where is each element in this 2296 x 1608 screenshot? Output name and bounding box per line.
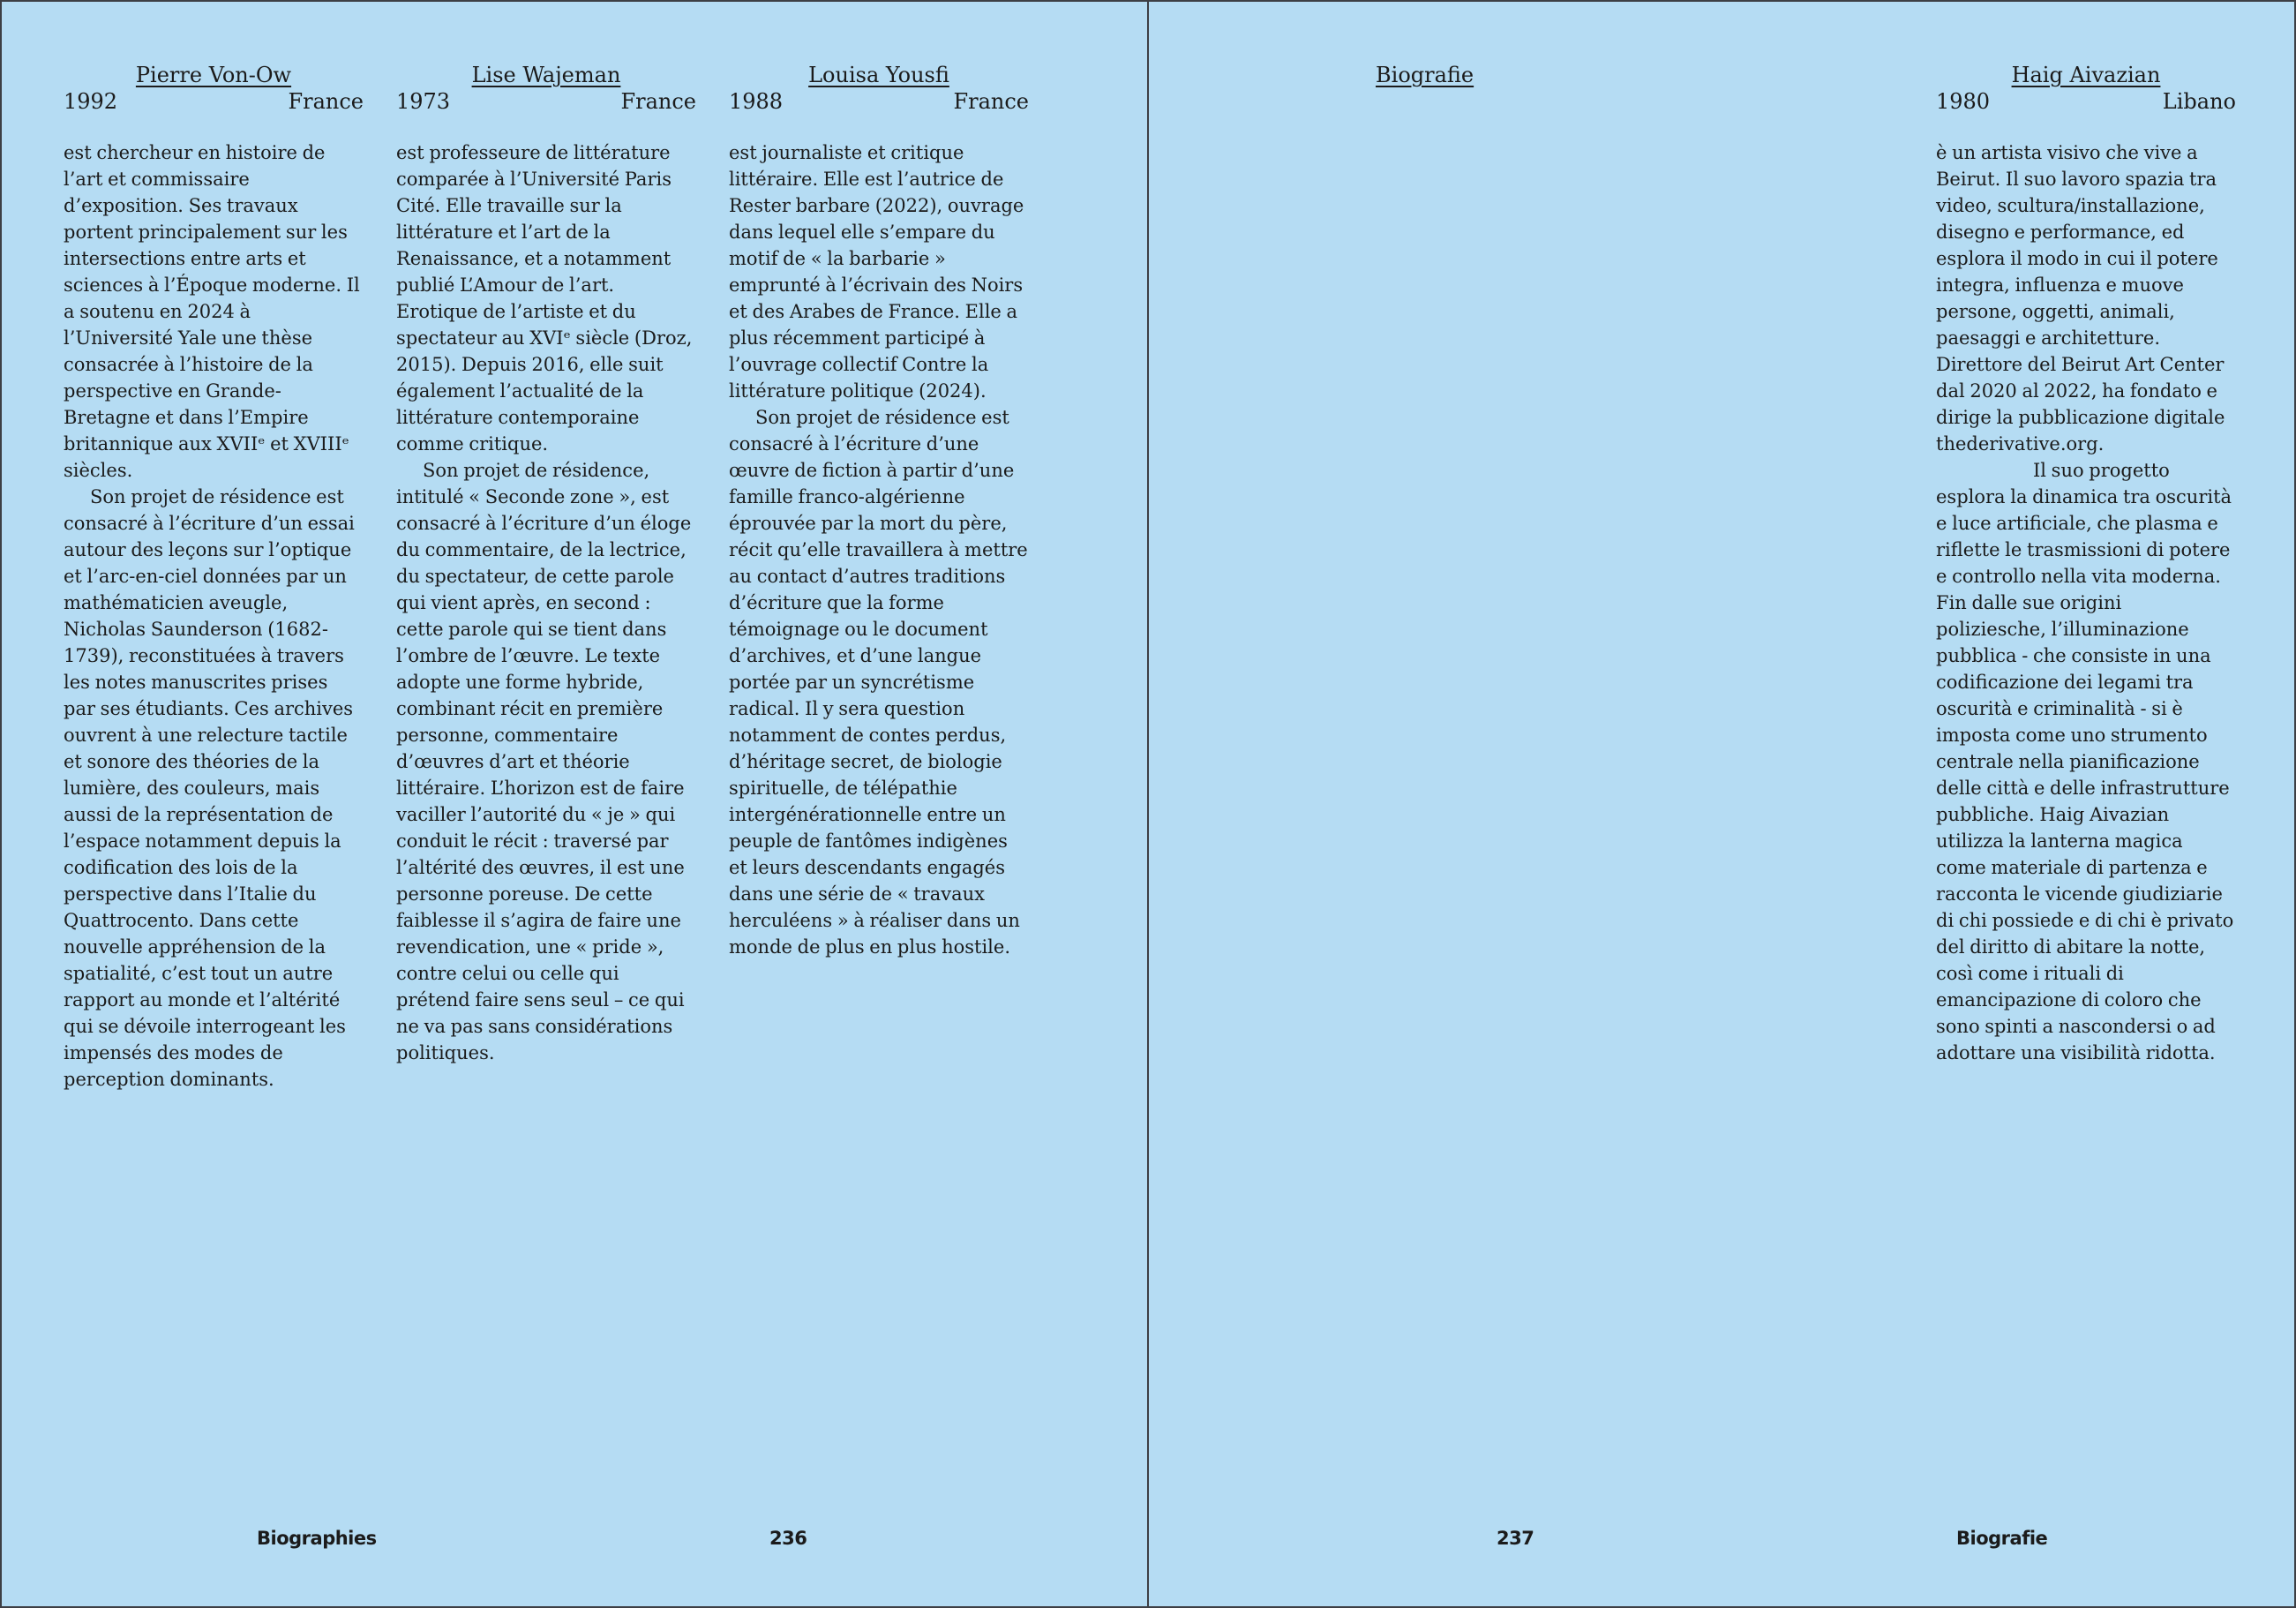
bio-paragraph: est chercheur en histoire de l’art et commissaire d’exposition. Ses travaux portent principalement sur les intersections entre arts et sciences à l’Époque moderne. Il a soutenu en 2024 à l’Université Yale une thèse consacrée à l’histoire de la perspective en Grande-Bretagne et dans l’Empire britannique aux XVIIᵉ et XVIIIᵉ siècles. — [64, 142, 360, 481]
bio-paragraph: est professeure de littérature comparée à l’Université Paris Cité. Elle travaille sur la littérature et l’art de la Renaissance, et a notamment publié L’Amour de l’art. Erotique de l’artiste et du spectateur au XVIᵉ siècle (Droz, 2015). Depuis 2016, elle suit également l’actualité de la littérature contemporaine comme critique. — [396, 142, 693, 455]
bio-header — [64, 58, 364, 113]
bio-text — [729, 139, 1029, 960]
bio-paragraph: Son projet de résidence est consacré à l’écriture d’une œuvre de fiction à partir d’une famille franco-algérienne éprouvée par la mort du père, récit qu’elle travaillera à mettre au contact d’autres traditions d’écriture que la forme témoignage ou le document d’archives, et d’une langue portée par un syncrétisme radical. Il y sera question notamment de contes perdus, d’héritage secret, de biologie spirituelle, de télépathie intergénérationnelle entre un peuple de fantômes indigènes et leurs descendants engagés dans une série de « travaux herculéens » à réaliser dans un monde de plus en plus hostile. — [729, 407, 1028, 958]
bio-column-haig-aivazian — [1936, 58, 2236, 1066]
page-number: 237 — [1497, 1528, 1534, 1549]
bio-birth-year: 1992 — [64, 89, 118, 114]
bio-paragraph: Son projet de résidence, intitulé « Seconde zone », est consacré à l’écriture d’un éloge du commentaire, de la lectrice, du spectateur, de cette parole qui vient après, en second : cette parole qui se tient dans l’ombre de l’œuvre. Le texte adopte une forme hybride, combinant récit en première personne, commentaire d’œuvres d’art et théorie littéraire. L’horizon est de faire vaciller l’autorité du « je » qui conduit le récit : traversé par l’altérité des œuvres, il est une personne poreuse. De cette faiblesse il s’agira de faire une revendication, une « pride », contre celui ou celle qui prétend faire sens seul – ce qui ne va pas sans considérations politiques. — [396, 460, 692, 1063]
right-page — [1147, 0, 2296, 1608]
footer-section-label: Biografie — [1956, 1528, 2048, 1549]
footer-section-label: Biographies — [257, 1528, 377, 1549]
section-heading: Biografie — [1376, 63, 1474, 87]
bio-paragraph: est journaliste et critique littéraire. Elle est l’autrice de Rester barbare (2022), ouvrage dans lequel elle s’empare du motif de « la barbarie » emprunté à l’écrivain des Noirs et des Arabes de France. Elle a plus récemment participé à l’ouvrage collectif Contre la littérature politique (2024). — [729, 142, 1024, 402]
bio-name: Pierre Von-Ow — [135, 63, 292, 87]
bio-text — [1936, 139, 2236, 1066]
bio-birth-year: 1980 — [1936, 89, 1991, 114]
bio-header — [1936, 58, 2236, 113]
bio-text — [396, 139, 696, 1066]
bio-column-louisa-yousfi — [729, 58, 1029, 960]
page-number: 236 — [769, 1528, 807, 1549]
bio-header — [729, 58, 1029, 113]
bio-country: France — [953, 89, 1029, 114]
bio-birth-year: 1973 — [396, 89, 451, 114]
bio-paragraph: Son projet de résidence est consacré à l’écriture d’un essai autour des leçons sur l’optique et l’arc-en-ciel données par un mathématicien aveugle, Nicholas Saunderson (1682-1739), reconstituées à travers les notes manuscrites prises par ses étudiants. Ces archives ouvrent à une relecture tactile et sonore des théories de la lumière, des couleurs, mais aussi de la représentation de l’espace notamment depuis la codification des lois de la perspective dans l’Italie du Quattrocento. Dans cette nouvelle appréhension de la spatialité, c’est tout un autre rapport au monde et l’altérité qui se dévoile interrogeant les impensés des modes de perception dominants. — [64, 486, 355, 1090]
bio-paragraph: è un artista visivo che vive a Beirut. Il suo lavoro spazia tra video, scultura/installazione, disegno e performance, ed esplora il modo in cui il potere integra, influenza e muove persone, oggetti, animali, paesaggi e architetture. Direttore del Beirut Art Center dal 2020 al 2022, ha fondato e dirige la pubblicazione digitale thederivative.org. — [1936, 142, 2225, 455]
bio-country: Libano — [2162, 89, 2236, 114]
bio-paragraph: Il suo progetto esplora la dinamica tra oscurità e luce artificiale, che plasma e riflette le trasmissioni di potere e controllo nella vita moderna. Fin dalle sue origini poliziesche, l’illuminazione pubblica - che consiste in una codificazione dei legami tra oscurità e criminalità - si è imposta come uno strumento centrale nella pianificazione delle città e delle infrastrutture pubbliche. Haig Aivazian utilizza la lanterna magica come materiale di partenza e racconta le vicende giudiziarie di chi possiede e di chi è privato del diritto di abitare la notte, così come i rituali di emancipazione di coloro che sono spinti a nascondersi o ad adottare una visibilità ridotta. — [1936, 460, 2234, 1063]
bio-name: Louisa Yousfi — [808, 63, 949, 87]
bio-birth-year: 1988 — [729, 89, 784, 114]
bio-text — [64, 139, 364, 1093]
bio-name: Haig Aivazian — [2011, 63, 2161, 87]
bio-country: France — [620, 89, 696, 114]
bio-column-lise-wajeman — [396, 58, 696, 1066]
bio-column-pierre-von-ow — [64, 58, 364, 1093]
bio-name: Lise Wajeman — [471, 63, 621, 87]
bio-header — [396, 58, 696, 113]
bio-country: France — [288, 89, 364, 114]
